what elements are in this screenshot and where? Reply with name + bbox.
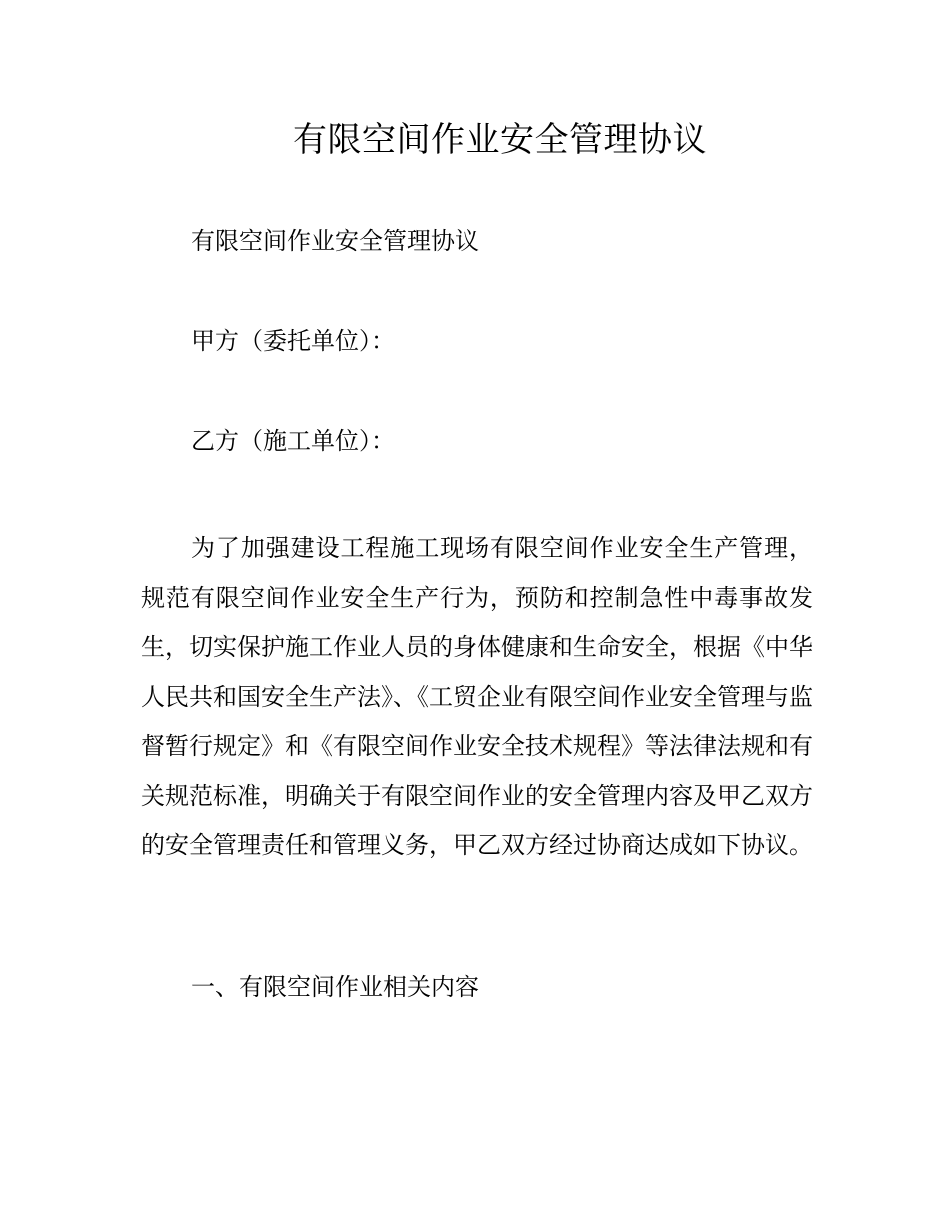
section-1-heading: 一、有限空间作业相关内容 [191,973,479,1001]
document-title: 有限空间作业安全管理协议 [293,120,707,160]
party-a-line: 甲方（委托单位）： [191,327,395,355]
document-subtitle: 有限空间作业安全管理协议 [191,227,479,255]
intro-paragraph: 为了加强建设工程施工现场有限空间作业安全生产管理，规范有限空间作业安全生产行为，预防和控制急性中毒事故发生，切实保护施工作业人员的身体健康和生命安全，根据《中华人民共和国安全生产法》、《工贸企业有限空间作业安全管理与监督暂行规定》和《有限空间作业安全技术规程》等法律法规和有关规范标准，明确关于有限空间作业的安全管理内容及甲乙双方的安全管理责任和管理义务，甲乙双方经过协商达成如下协议。 [141,534,813,859]
party-b-line: 乙方（施工单位）： [191,427,395,455]
